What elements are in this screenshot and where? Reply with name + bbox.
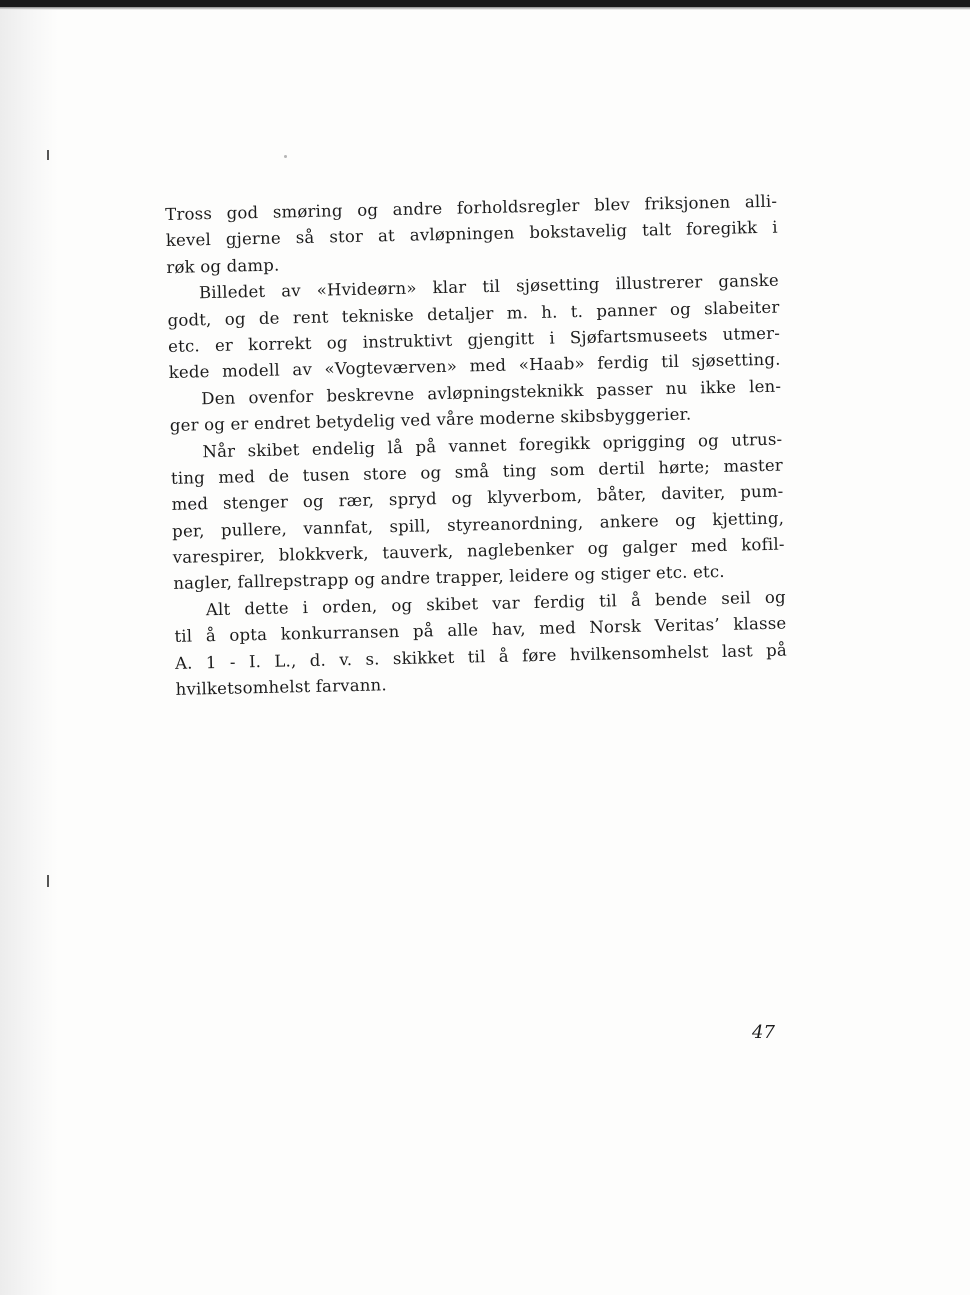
text-line: med stenger og rær, spryd og klyverbom, båter, daviter, pum- [171,481,784,515]
scan-top-edge [0,0,970,7]
text-line: Tross god smøring og andre forholdsregler blev friksjonen alli- [165,191,778,224]
scan-top-edge-shadow [0,7,970,10]
text-line: Den ovenfor beskrevne avløpningsteknikk passer nu ikke len- [201,376,782,408]
text-line: hvilketsomhelst farvann. [175,675,388,699]
text-line: kevel gjerne så stor at avløpningen bokstavelig talt foregikk i [165,218,778,251]
page-number: 47 [752,1022,775,1043]
body-text [165,189,788,704]
binding-gutter-shadow [0,10,58,1295]
text-line: ting med de tusen store og små ting som dertil hørte; master [170,455,784,488]
paper-speck [284,155,287,158]
text-line: til å opta konkurransen på alle hav, med Norsk Veritas’ klasse [174,613,787,647]
text-line: kede modell av «Vogteværven» med «Haab» ferdig til sjøsetting. [168,349,781,383]
text-line: Alt dette i orden, og skibet var ferdig til å bende seil og [205,587,786,620]
text-line: ger og er endret betydelig ved våre moderne skibsbyggerier. [169,404,692,436]
text-line: røk og damp. [166,255,280,277]
text-line: Når skibet endelig lå på vannet foregikk oprigging og utrus- [202,429,783,461]
text-line: per, pullere, vannfat, spill, styreanordning, ankere og kjetting, [171,508,785,541]
text-line: varespirer, blokkverk, tauverk, naglebenker og galger med kofil- [172,534,785,567]
text-line: etc. er korrekt og instruktivt gjengitt i Sjøfartsmuseets utmer- [167,323,781,356]
text-line: A. 1 - I. L., d. v. s. skikket til å føre hvilkensomhelst last på [174,640,788,673]
gutter-mark [47,875,49,887]
text-line: godt, og de rent tekniske detaljer m. h. t. panner og slabeiter [167,297,780,330]
text-line: nagler, fallrepstrapp og andre trapper, leidere og stiger etc. etc. [173,562,725,594]
text-line: Billedet av «Hvideørn» klar til sjøsetting illustrerer ganske [198,270,780,303]
gutter-mark [47,150,49,160]
